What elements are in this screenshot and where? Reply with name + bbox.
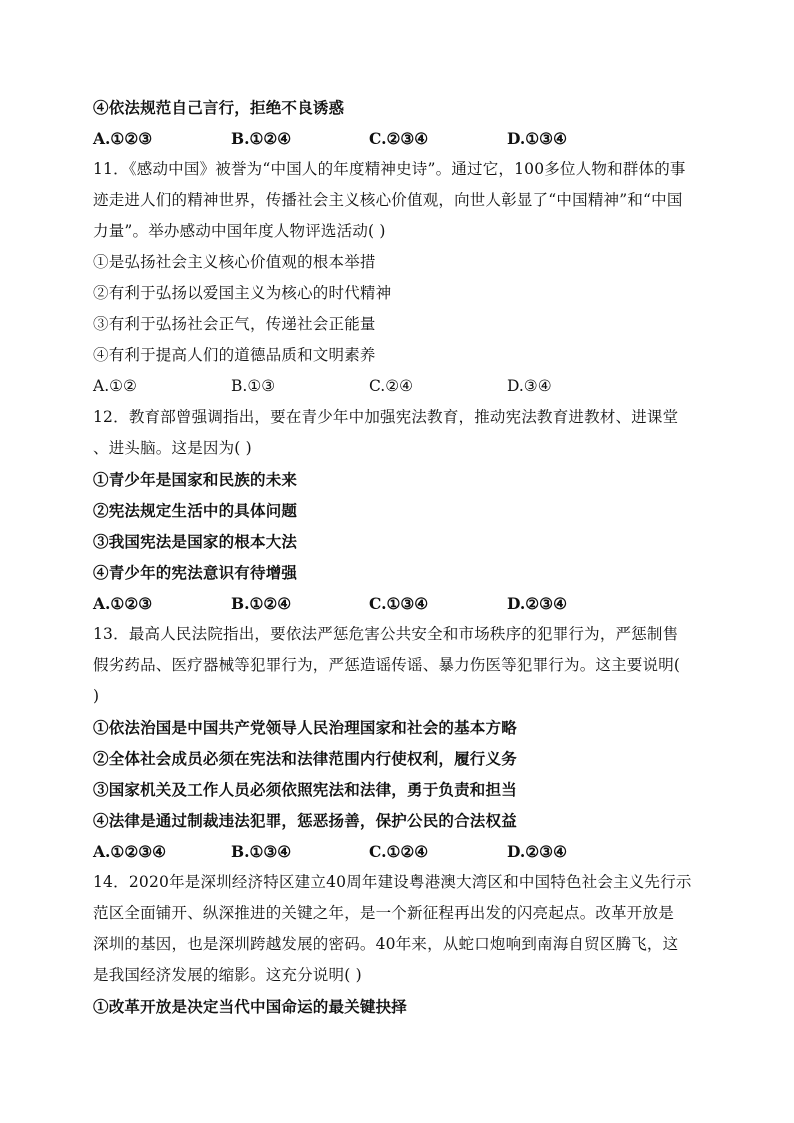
q11-item-1: ①是弘扬社会主义核心价值观的根本举措: [93, 253, 376, 271]
q11-option-b: B.①③: [231, 377, 276, 395]
q13-stem-line-3: ): [93, 687, 100, 705]
q14-item-1: ①改革开放是决定当代中国命运的最关键抉择: [93, 997, 408, 1016]
q14-stem-line-1: 14．2020年是深圳经济特区建立40周年建设粤港澳大湾区和中国特色社会主义先行示: [93, 873, 692, 891]
q11-item-4: ④有利于提高人们的道德品质和文明素养: [93, 346, 376, 364]
q11-stem-line-3: 力量”。举办感动中国年度人物评选活动( ): [93, 222, 386, 240]
q13-options: [93, 836, 703, 867]
q10-option-b: B.①②④: [231, 129, 292, 148]
q13-option-c: C.①②④: [369, 842, 429, 861]
q12-stem-line-2: 、进头脑。这是因为( ): [93, 439, 252, 457]
q12-item-4: ④青少年的宪法意识有待增强: [93, 563, 298, 582]
question-content: [93, 92, 703, 1022]
q12-options: [93, 588, 703, 619]
q12-item-2: ②宪法规定生活中的具体问题: [93, 501, 298, 520]
q13-option-a: A.①②③④: [93, 842, 167, 861]
q12-item-1: ①青少年是国家和民族的未来: [93, 470, 298, 489]
q12-stem-line-1: 12．教育部曾强调指出，要在青少年中加强宪法教育，推动宪法教育进教材、进课堂: [93, 408, 679, 426]
q11-option-c: C.②④: [369, 377, 414, 395]
q10-options: [93, 123, 703, 154]
q13-option-d: D.②③④: [507, 842, 567, 861]
q13-item-1: ①依法治国是中国共产党领导人民治理国家和社会的基本方略: [93, 718, 517, 737]
q13-stem-line-2: 假劣药品、医疗器械等犯罪行为，严惩造谣传谣、暴力伤医等犯罪行为。这主要说明(: [93, 656, 681, 674]
q14-stem-line-4: 是我国经济发展的缩影。这充分说明( ): [93, 966, 362, 984]
q12-option-a: A.①②③: [93, 594, 153, 613]
q10-option-a: A.①②③: [93, 129, 153, 148]
q13-item-4: ④法律是通过制裁违法犯罪，惩恶扬善，保护公民的合法权益: [93, 811, 517, 830]
q11-option-d: D.③④: [507, 377, 552, 395]
q11-options: [93, 371, 703, 402]
q11-item-2: ②有利于弘扬以爱国主义为核心的时代精神: [93, 284, 392, 302]
q10-option-c: C.②③④: [369, 129, 429, 148]
q13-item-2: ②全体社会成员必须在宪法和法律范围内行使权利，履行义务: [93, 749, 517, 768]
q11-stem-line-1: 11．《感动中国》被誉为“中国人的年度精神史诗”。通过它，100多位人物和群体的事: [93, 160, 686, 178]
q13-stem-line-1: 13．最高人民法院指出，要依法严惩危害公共安全和市场秩序的犯罪行为，严惩制售: [93, 625, 679, 643]
q11-option-a: A.①②: [93, 377, 137, 395]
q13-item-3: ③国家机关及工作人员必须依照宪法和法律，勇于负责和担当: [93, 780, 517, 799]
q10-item-4: ④依法规范自己言行，拒绝不良诱惑: [93, 98, 345, 117]
q12-option-d: D.②③④: [507, 594, 567, 613]
q14-stem-line-3: 深圳的基因，也是深圳跨越发展的密码。40年来，从蛇口炮响到南海自贸区腾飞，这: [93, 935, 679, 953]
q13-option-b: B.①③④: [231, 842, 292, 861]
q12-option-b: B.①②④: [231, 594, 292, 613]
q14-stem-line-2: 范区全面铺开、纵深推进的关键之年，是一个新征程再出发的闪亮起点。改革开放是: [93, 904, 674, 922]
q12-option-c: C.①③④: [369, 594, 429, 613]
q11-stem-line-2: 迹走进人们的精神世界，传播社会主义核心价值观，向世人彰显了“中国精神”和“中国: [93, 191, 683, 209]
q10-option-d: D.①③④: [507, 129, 567, 148]
q11-item-3: ③有利于弘扬社会正气，传递社会正能量: [93, 315, 376, 333]
q12-item-3: ③我国宪法是国家的根本大法: [93, 532, 298, 551]
